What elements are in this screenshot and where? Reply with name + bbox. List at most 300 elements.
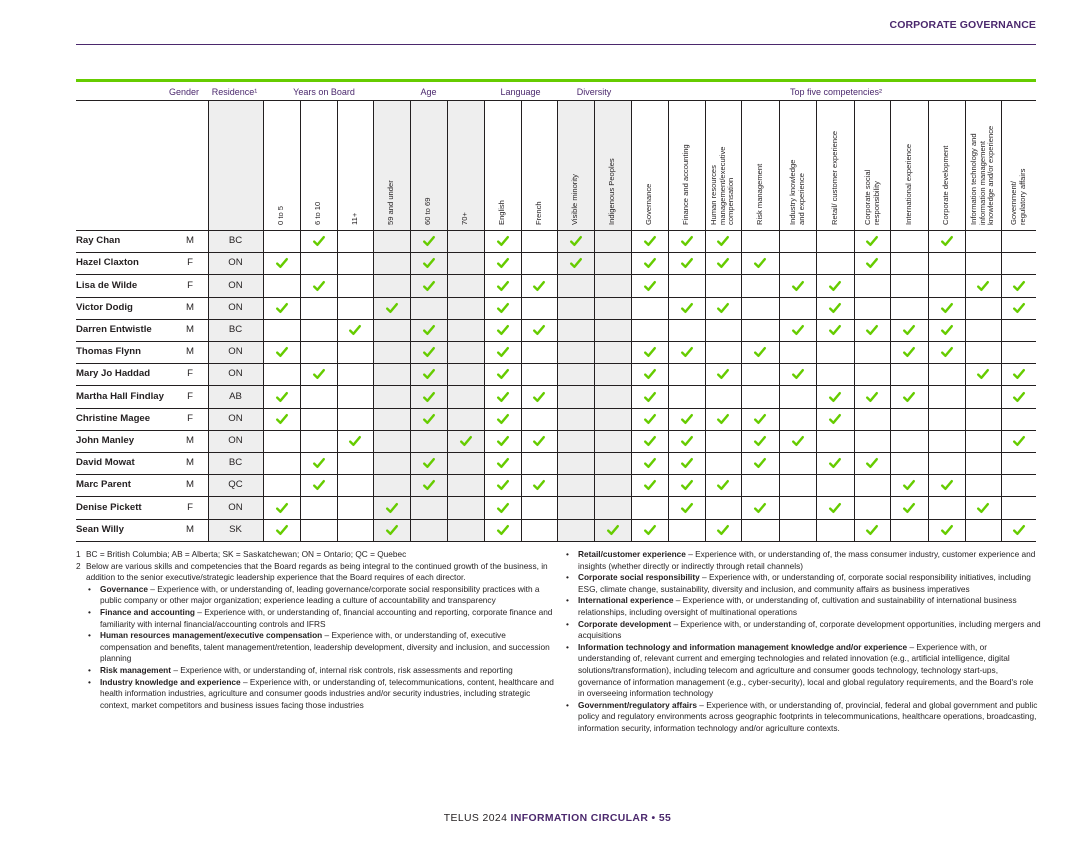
competency-description: – Experience with, or understanding of, corporate social responsibility initiatives, including ESG, climate change, sustainability, diversity and inclusion, and community affairs as business imperatives (578, 572, 1031, 594)
competency-term: Information technology and information management knowledge and/or experience (578, 641, 908, 652)
check-icon (716, 412, 730, 426)
check-icon (569, 234, 583, 248)
column-rule (300, 100, 301, 541)
check-icon (532, 434, 546, 448)
competency-description: – Experience with, or understanding of, telecommunications, content, healthcare and health information industries, agriculture and consumer goods industries and/or security industries, including strategic context, market competitors and business issues facing those industries (100, 676, 554, 710)
column-rule (594, 100, 595, 541)
check-icon (1012, 367, 1026, 381)
column-header-line: 6 to 10 (313, 201, 323, 225)
column-header-line: Finance and accounting (681, 144, 691, 225)
check-icon (828, 323, 842, 337)
check-icon (643, 478, 657, 492)
check-icon (532, 323, 546, 337)
residence-cell: ON (228, 279, 243, 291)
column-rule (854, 100, 855, 541)
row-rule (76, 274, 1036, 275)
column-rule (263, 100, 264, 541)
column-rule (816, 100, 817, 541)
footnote-2-text: Below are various skills and competencies that the Board regards as being integral to the continued growth of the business, in addition to the senior executive/strategic leadership experience that the Board requires of each director. (86, 560, 548, 583)
check-icon (865, 523, 879, 537)
competency-term: International experience (578, 595, 674, 606)
column-rule (705, 100, 706, 541)
column-header-line: Government/ (1009, 181, 1018, 225)
check-icon (385, 301, 399, 315)
column-header-line: Indigenous Peoples (607, 158, 617, 225)
competency-term: Risk management (100, 664, 172, 675)
group-header-language: Language (500, 87, 541, 97)
competency-term: Human resources management/executive compensation (100, 630, 323, 641)
gender-cell: F (187, 501, 193, 513)
check-icon (312, 367, 326, 381)
check-icon (828, 390, 842, 404)
competency-description: – Experience with, or understanding of, provincial, federal and global government and public policy and regulatory environments across geographic footprints in telecommunications, healthcare operations, broadcasting, information security, information technology and/or agriculture contexts. (578, 699, 1038, 733)
bullet-icon: • (566, 699, 569, 710)
row-rule (76, 230, 1036, 231)
column-header-line: regulatory affairs (1017, 168, 1027, 225)
group-header-gender: Gender (168, 87, 200, 97)
gender-cell: M (186, 457, 194, 469)
check-icon (680, 434, 694, 448)
column-rule (337, 100, 338, 541)
check-icon (791, 367, 805, 381)
director-name: Victor Dodig (76, 301, 133, 313)
column-header-line: 59 and under (386, 180, 396, 225)
director-name: Darren Entwistle (76, 323, 152, 335)
check-icon (680, 301, 694, 315)
column-rule (631, 100, 632, 541)
bullet-icon: • (88, 583, 91, 594)
check-icon (1012, 434, 1026, 448)
column-rule (557, 100, 558, 541)
check-icon (496, 434, 510, 448)
check-icon (643, 345, 657, 359)
footnote-1-text: BC = British Columbia; AB = Alberta; SK = Saskatchewan; ON = Ontario; QC = Quebec (86, 549, 407, 559)
director-name: Hazel Claxton (76, 257, 139, 269)
check-icon (606, 523, 620, 537)
column-header-gov (645, 184, 654, 225)
page-number: 55 (658, 813, 672, 824)
check-icon (312, 279, 326, 293)
gender-cell: M (186, 523, 194, 535)
director-name: Sean Willy (76, 523, 124, 535)
check-icon (422, 367, 436, 381)
check-icon (348, 434, 362, 448)
footer-separator: • (648, 813, 659, 824)
check-icon (865, 323, 879, 337)
check-icon (422, 279, 436, 293)
check-icon (976, 501, 990, 515)
check-icon (716, 301, 730, 315)
row-rule (76, 252, 1036, 253)
column-rule (1001, 100, 1002, 541)
check-icon (828, 279, 842, 293)
residence-cell: BC (228, 323, 243, 335)
check-icon (422, 234, 436, 248)
check-icon (902, 390, 916, 404)
competency-definition (566, 549, 1041, 572)
column-rule (373, 100, 374, 541)
check-icon (1012, 279, 1026, 293)
footnote-2 (76, 561, 556, 584)
skills-matrix (76, 79, 1036, 541)
check-icon (865, 256, 879, 270)
column-rule (741, 100, 742, 541)
check-icon (496, 256, 510, 270)
column-header-line: Governance (644, 183, 654, 225)
check-icon (680, 478, 694, 492)
check-icon (312, 478, 326, 492)
bullet-icon: • (88, 630, 91, 641)
column-header-ret (831, 131, 840, 225)
competency-term: Corporate social responsibility (578, 572, 700, 583)
column-header-line: management/executive (717, 146, 727, 225)
column-rule (410, 100, 411, 541)
row-rule (76, 430, 1036, 431)
gender-cell: M (186, 479, 194, 491)
check-icon (496, 501, 510, 515)
check-icon (532, 478, 546, 492)
column-header-line: and experience (796, 173, 806, 225)
residence-cell: ON (228, 368, 243, 380)
check-icon (496, 456, 510, 470)
check-icon (902, 478, 916, 492)
check-icon (459, 434, 473, 448)
check-icon (865, 456, 879, 470)
director-name: Thomas Flynn (76, 346, 142, 358)
column-header-line: 11+ (349, 212, 359, 225)
row-rule (76, 297, 1036, 298)
check-icon (828, 412, 842, 426)
column-header-en (498, 200, 507, 225)
column-rule (447, 100, 448, 541)
check-icon (496, 367, 510, 381)
check-icon (716, 367, 730, 381)
check-icon (940, 234, 954, 248)
check-icon (496, 523, 510, 537)
check-icon (940, 301, 954, 315)
top-divider (76, 44, 1036, 45)
gender-cell: F (187, 412, 193, 424)
column-rule (208, 100, 209, 541)
competency-term: Government/regulatory affairs (578, 699, 697, 710)
column-header-line: English (497, 200, 507, 225)
competency-definition (566, 642, 1041, 700)
column-header-a70 (461, 212, 470, 225)
check-icon (716, 234, 730, 248)
competency-description: – Experience with, or understanding of, cultivation and sustainability of international business relationships, including oversight of multinational operations (578, 595, 1017, 617)
column-header-a59 (387, 180, 396, 225)
bullet-icon: • (566, 618, 569, 629)
check-icon (643, 523, 657, 537)
check-icon (422, 345, 436, 359)
check-icon (422, 390, 436, 404)
competency-term: Finance and accounting (100, 606, 195, 617)
column-header-y0 (277, 206, 286, 225)
row-rule (76, 363, 1036, 364)
competency-definition (566, 619, 1041, 642)
competency-term: Corporate development (578, 618, 672, 629)
check-icon (643, 434, 657, 448)
competency-definition (566, 572, 1041, 595)
column-header-line: French (533, 201, 543, 225)
column-rule (928, 100, 929, 541)
column-header-line: Corporate development (941, 145, 951, 225)
column-header-line: Information technology and (969, 133, 979, 225)
bullet-icon: • (88, 606, 91, 617)
group-header-age: Age (420, 87, 437, 97)
column-header-ga (1010, 169, 1027, 225)
section-title: CORPORATE GOVERNANCE (889, 19, 1036, 31)
check-icon (496, 412, 510, 426)
competency-definition (76, 584, 556, 607)
column-header-line: responsibility (871, 181, 880, 225)
competency-definition (566, 700, 1041, 735)
column-header-line: Human resources (709, 165, 719, 225)
page-footer (0, 813, 1087, 824)
row-rule (76, 496, 1036, 497)
bullet-icon: • (88, 664, 91, 675)
residence-cell: ON (228, 412, 243, 424)
check-icon (643, 456, 657, 470)
competency-definition (76, 677, 556, 712)
column-header-intl (905, 144, 914, 225)
check-icon (385, 523, 399, 537)
group-header-competencies: Top five competencies² (789, 87, 883, 97)
gender-cell: F (187, 368, 193, 380)
column-header-y6 (314, 202, 323, 225)
check-icon (680, 456, 694, 470)
bullet-icon: • (566, 572, 569, 583)
footnote-1 (76, 549, 556, 561)
gender-cell: F (187, 390, 193, 402)
director-name: Marc Parent (76, 479, 131, 491)
director-name: John Manley (76, 434, 135, 446)
competency-description: – Experience with, or understanding of, internal risk controls, risk assessments and reporting (171, 664, 513, 675)
column-header-line: knowledge and/or experience (986, 125, 996, 225)
residence-cell: BC (228, 457, 243, 469)
column-header-fr (535, 201, 544, 225)
check-icon (496, 234, 510, 248)
gender-cell: F (187, 279, 193, 291)
column-rule (890, 100, 891, 541)
competency-description: – Experience with, or understanding of, financial accounting and reporting, corporate finance and familiarity with internal financial/accounting controls and IFRS (100, 606, 553, 629)
residence-cell: SK (229, 523, 242, 535)
column-header-y11 (351, 213, 360, 225)
residence-cell: ON (228, 301, 243, 313)
check-icon (680, 501, 694, 515)
residence-cell: ON (228, 257, 243, 269)
column-rule (779, 100, 780, 541)
column-header-ind (789, 160, 806, 225)
check-icon (385, 501, 399, 515)
competency-term: Industry knowledge and experience (100, 676, 241, 687)
group-header-residence: Residence¹ (211, 87, 258, 97)
check-icon (532, 279, 546, 293)
director-name: Martha Hall Findlay (76, 390, 164, 402)
footnote-2-number: 2 (76, 560, 81, 571)
check-icon (828, 501, 842, 515)
check-icon (312, 456, 326, 470)
column-header-vm (571, 174, 580, 225)
residence-cell: BC (228, 235, 243, 247)
check-icon (532, 390, 546, 404)
check-icon (275, 301, 289, 315)
competency-term: Retail/customer experience (578, 549, 686, 559)
check-icon (828, 456, 842, 470)
column-header-line: Risk management (754, 163, 764, 225)
check-icon (940, 323, 954, 337)
check-icon (828, 301, 842, 315)
check-icon (753, 256, 767, 270)
competency-definition (76, 665, 556, 677)
check-icon (791, 323, 805, 337)
matrix-top-rule (76, 79, 1036, 82)
column-header-risk (756, 164, 765, 225)
check-icon (680, 412, 694, 426)
row-rule (76, 408, 1036, 409)
check-icon (865, 234, 879, 248)
footer-prefix: TELUS 2024 (443, 813, 511, 824)
director-name: Mary Jo Haddad (76, 368, 151, 380)
check-icon (976, 279, 990, 293)
header-rule (76, 100, 1036, 101)
competency-definition (76, 630, 556, 665)
check-icon (643, 279, 657, 293)
column-rule (521, 100, 522, 541)
group-header-years: Years on Board (293, 87, 355, 97)
column-header-a60 (424, 198, 433, 225)
gender-cell: F (187, 257, 193, 269)
check-icon (422, 456, 436, 470)
column-header-fin (682, 144, 691, 225)
check-icon (680, 256, 694, 270)
column-header-hr (710, 146, 736, 225)
column-header-line: 0 to 5 (276, 206, 286, 225)
check-icon (275, 501, 289, 515)
check-icon (496, 279, 510, 293)
check-icon (275, 390, 289, 404)
gender-cell: M (186, 434, 194, 446)
competency-description: – Experience with, or understanding of, executive compensation and benefits, talent management/retention, leadership development, diversity and inclusion, and succession planning (100, 630, 550, 664)
competency-definition (76, 607, 556, 630)
column-rule (965, 100, 966, 541)
check-icon (753, 345, 767, 359)
check-icon (643, 390, 657, 404)
bullet-icon: • (566, 549, 569, 559)
check-icon (940, 523, 954, 537)
row-rule (76, 319, 1036, 320)
director-name: David Mowat (76, 457, 135, 469)
column-header-line: Visible minority (570, 174, 580, 225)
check-icon (312, 234, 326, 248)
competency-term: Governance (100, 583, 148, 594)
notes-left-column (76, 549, 556, 711)
director-name: Denise Pickett (76, 501, 142, 513)
check-icon (275, 523, 289, 537)
column-header-line: Corporate social (862, 169, 872, 225)
competency-description: – Experience with, or understanding of, corporate development opportunities, including mergers and acquisitions (578, 618, 1041, 641)
column-rule (668, 100, 669, 541)
check-icon (643, 412, 657, 426)
check-icon (753, 456, 767, 470)
check-icon (643, 234, 657, 248)
check-icon (902, 345, 916, 359)
check-icon (902, 501, 916, 515)
check-icon (422, 478, 436, 492)
check-icon (496, 478, 510, 492)
row-rule (76, 519, 1036, 520)
bullet-icon: • (88, 676, 91, 687)
footnote-1-number: 1 (76, 549, 81, 559)
director-name: Ray Chan (76, 235, 121, 247)
check-icon (569, 256, 583, 270)
competency-definition (566, 595, 1041, 618)
check-icon (275, 345, 289, 359)
competency-description: – Experience with, or understanding of, relevant current and emerging technologies and related innovation (e.g., artificial intelligence, digital solutions/transformation), including telecom and agriculture and consumer goods technology, technology start-ups, governance of information management (e.g., cyber-security), local and global regulatory requirements, and the Board's role in overseeing information technology (578, 641, 1034, 699)
check-icon (791, 279, 805, 293)
check-icon (643, 367, 657, 381)
column-header-line: Retail/ customer experience (829, 130, 839, 225)
gender-cell: M (186, 301, 194, 313)
competency-description: – Experience with, or understanding of, leading governance/corporate social responsibility practices with a public company or other major organization; experience leading a culture of accountability and transparency (100, 583, 540, 606)
director-name: Christine Magee (76, 412, 151, 424)
check-icon (348, 323, 362, 337)
row-rule (76, 341, 1036, 342)
row-rule (76, 452, 1036, 453)
director-name: Lisa de Wilde (76, 279, 138, 291)
check-icon (680, 234, 694, 248)
column-rule (484, 100, 485, 541)
residence-cell: ON (228, 346, 243, 358)
check-icon (496, 323, 510, 337)
check-icon (422, 323, 436, 337)
row-rule (76, 385, 1036, 386)
check-icon (753, 412, 767, 426)
column-header-line: International experience (903, 143, 913, 225)
check-icon (753, 501, 767, 515)
group-header-diversity: Diversity (576, 87, 612, 97)
check-icon (422, 412, 436, 426)
check-icon (275, 256, 289, 270)
column-header-cd (942, 146, 951, 225)
check-icon (1012, 523, 1026, 537)
check-icon (496, 301, 510, 315)
gender-cell: M (186, 346, 194, 358)
check-icon (496, 390, 510, 404)
footer-title: INFORMATION CIRCULAR (510, 813, 649, 824)
residence-cell: AB (229, 390, 242, 402)
column-header-line: compensation (726, 177, 736, 225)
column-header-line: Industry knowledge (788, 159, 797, 225)
bullet-icon: • (566, 595, 569, 606)
column-header-line: information management (977, 141, 987, 225)
check-icon (1012, 301, 1026, 315)
check-icon (422, 256, 436, 270)
table-bottom-rule (76, 541, 1036, 542)
bullet-icon: • (566, 641, 569, 652)
check-icon (716, 523, 730, 537)
row-rule (76, 474, 1036, 475)
residence-cell: QC (228, 479, 243, 491)
check-icon (865, 390, 879, 404)
check-icon (940, 478, 954, 492)
residence-cell: ON (228, 434, 243, 446)
notes-right-column (566, 549, 1041, 735)
gender-cell: M (186, 235, 194, 247)
check-icon (643, 256, 657, 270)
gender-cell: M (186, 323, 194, 335)
check-icon (753, 434, 767, 448)
